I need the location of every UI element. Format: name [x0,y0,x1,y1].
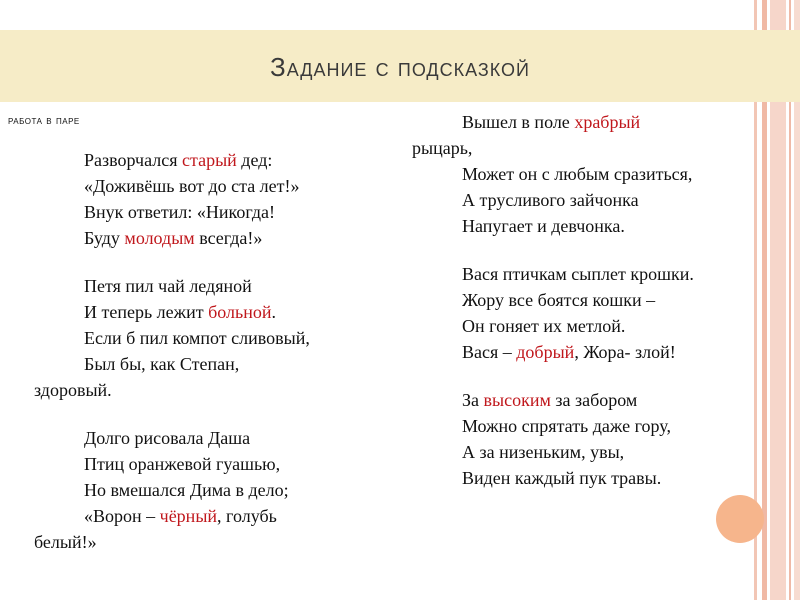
poem-line: Был бы, как Степан, [84,354,240,374]
slide-subtitle: работа в паре [8,113,80,127]
highlighted-word: высоким [483,390,551,410]
poem-line: Петя пил чай ледяной [84,276,252,296]
poem-line: Птиц оранжевой гуашью, [84,454,281,474]
poem-line: «Ворон – чёрный, голубь [84,506,277,526]
poem-line: Если б пил компот сливовый, [84,328,310,348]
highlighted-word: чёрный [159,506,218,526]
poem-line: Он гоняет их метлой. [462,316,626,336]
poem-line: Жору все боятся кошки – [462,290,656,310]
highlighted-word: храбрый [574,112,641,132]
poem-line: «Доживёшь вот до ста лет!» [84,176,300,196]
poem-line: За высоким за забором [462,390,638,410]
title-band [0,30,800,102]
poem-line: А трусливого зайчонка [462,190,639,210]
poem-line: Вася птичкам сыплет крошки. [462,264,694,284]
highlighted-word: старый [182,150,237,170]
poem-line: Внук ответил: «Никогда! [84,202,275,222]
poem-line: Напугает и девчонка. [462,216,625,236]
poem-line: Буду молодым всегда!» [84,228,263,248]
poem-line: белый!» [34,532,97,552]
poem-line: Долго рисовала Даша [84,428,251,448]
poem-line: И теперь лежит больной. [84,302,276,322]
poem-line: Вышел в поле храбрый [462,112,641,132]
highlighted-word: молодым [124,228,195,248]
poem-line: здоровый. [34,380,112,400]
poem-line: рыцарь, [412,138,473,158]
poem-line: Разворчался старый дед: [84,150,273,170]
highlighted-word: добрый [516,342,575,362]
poem-line: А за низеньким, увы, [462,442,625,462]
slide-title: Задание с подсказкой [269,52,530,82]
poem-line: Но вмешался Дима в дело; [84,480,289,500]
poem-line: Может он с любым сразиться, [462,164,693,184]
highlighted-word: больной [208,302,272,322]
poem-line: Виден каждый пук травы. [462,468,662,488]
right-poems [412,109,694,491]
left-poems [34,147,310,555]
poem-line: Вася – добрый, Жора- злой! [462,342,676,362]
poem-line: Можно спрятать даже гору, [462,416,671,436]
decorative-circle [716,495,764,543]
